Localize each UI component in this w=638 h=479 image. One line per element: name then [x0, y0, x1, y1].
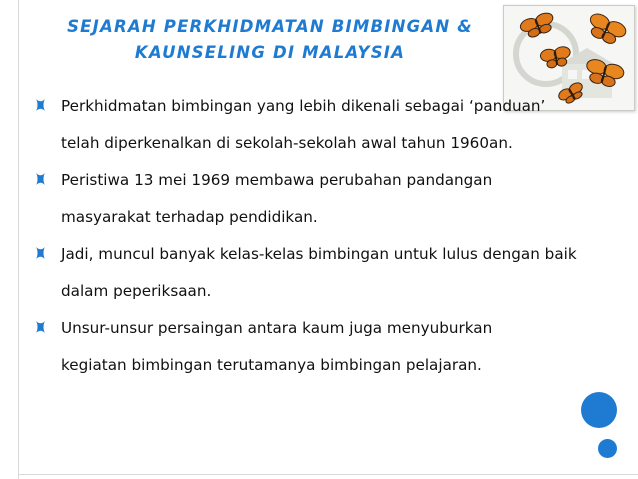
bullet-item: [34, 236, 581, 310]
bullet-text: Unsur-unsur persaingan antara kaum juga menyuburkan kegiatan bimbingan terutamanya bimbingan pelajaran.: [61, 319, 493, 374]
cross-bullet-icon: [34, 98, 47, 112]
cross-bullet-icon: [34, 320, 47, 334]
cross-bullet-icon: [34, 246, 47, 260]
butterfly-2: [584, 11, 628, 48]
bullet-item: [34, 162, 531, 236]
bullet-item: [34, 310, 561, 384]
bottom-border-line: [18, 474, 638, 475]
decorative-circle-large: [581, 392, 617, 428]
slide-title: [40, 14, 500, 66]
bullet-text: Perkhidmatan bimbingan yang lebih dikenali sebagai ‘panduan’ telah diperkenalkan di sekolah-sekolah awal tahun 1960an.: [61, 97, 546, 152]
slide-title-line-2: KAUNSELING DI MALAYSIA: [134, 43, 406, 62]
left-border-line: [18, 0, 19, 479]
bullet-text: Jadi, muncul banyak kelas-kelas bimbingan untuk lulus dengan baik dalam peperiksaan.: [61, 245, 577, 300]
bullet-item: [34, 88, 566, 162]
decorative-circle-small: [598, 439, 617, 458]
bullet-list: [34, 88, 594, 384]
slide-title-line-1: SEJARAH PERKHIDMATAN BIMBINGAN &: [67, 17, 473, 36]
bullet-text: Peristiwa 13 mei 1969 membawa perubahan pandangan masyarakat terhadap pendidikan.: [61, 171, 493, 226]
cross-bullet-icon: [34, 172, 47, 186]
